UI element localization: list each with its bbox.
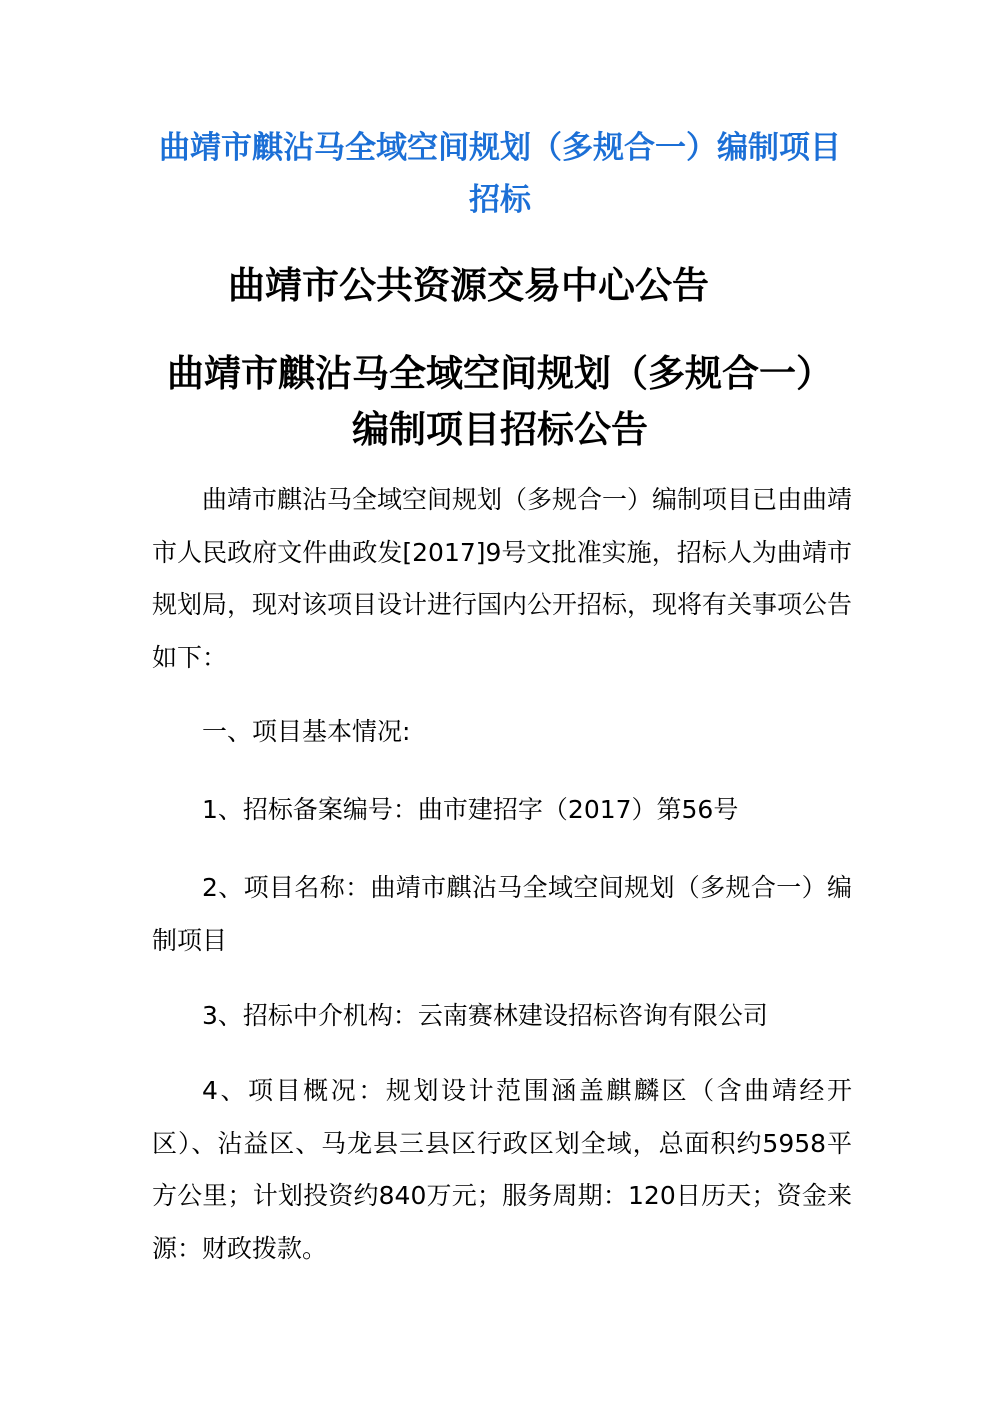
notice-heading: 曲靖市麒沾马全域空间规划（多规合一）编制项目招标公告 bbox=[167, 352, 833, 451]
section-1-title: 一、项目基本情况: bbox=[202, 717, 411, 746]
document-link-title-container bbox=[150, 122, 850, 226]
intro-paragraph: 曲靖市麒沾马全域空间规划（多规合一）编制项目已由曲靖市人民政府文件曲政发[2017]9号文批准实施，招标人为曲靖市规划局，现对该项目设计进行国内公开招标，现将有关事项公告如下： bbox=[152, 485, 853, 672]
item-4-paragraph: 4、项目概况：规划设计范围涵盖麒麟区（含曲靖经开区）、沾益区、马龙县三县区行政区划全域，总面积约5958平方公里；计划投资约840万元；服务周期：120日历天；资金来源：财政拨款。 bbox=[152, 1076, 852, 1263]
item-1-paragraph: 1、招标备案编号：曲市建招字（2017）第56号 bbox=[202, 795, 739, 824]
agency-heading: 曲靖市公共资源交易中心公告 bbox=[228, 264, 709, 307]
item-2-paragraph: 2、项目名称：曲靖市麒沾马全域空间规划（多规合一）编制项目 bbox=[152, 873, 852, 955]
item-3-paragraph: 3、招标中介机构：云南赛林建设招标咨询有限公司 bbox=[202, 1001, 768, 1030]
document-link-title[interactable]: 曲靖市麒沾马全域空间规划（多规合一）编制项目招标 bbox=[159, 130, 841, 218]
